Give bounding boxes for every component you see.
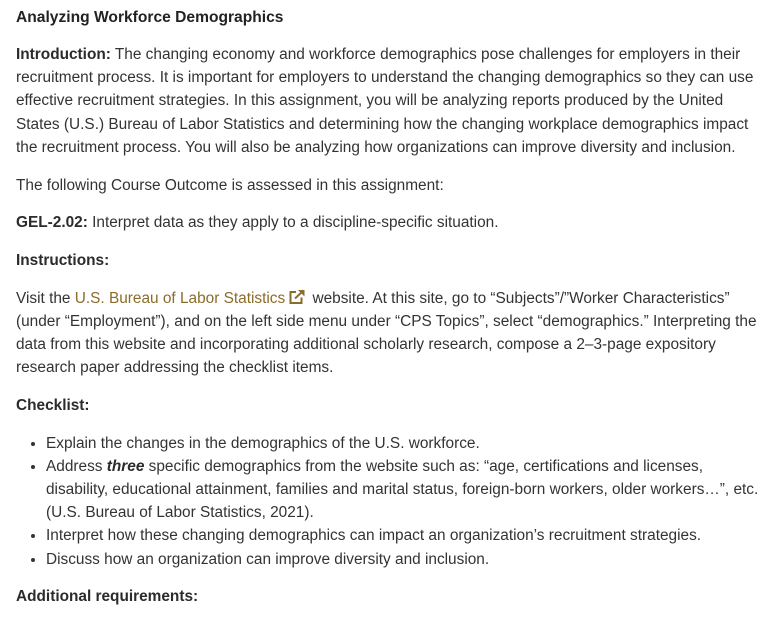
- checklist-item-suffix: specific demographics from the website such as: “age, certifications and licenses, disability, educational attainment, families and marital status, foreign-born workers, older workers…”, etc. (U.S. Bureau of Labor Statistics, 2021).: [46, 457, 759, 522]
- checklist-item: • Interpret how these changing demographics can impact an organization’s recruitment strategies.: [46, 524, 769, 547]
- instructions-suffix: website. At this site, go to “Subjects”/”Worker Characteristics” (under “Employment”), and on the left side menu under “CPS Topics”, select “demographics.” Interpreting the data from this website and incorporating additional scholarly research, compose a 2–3-page expository research paper addressing the checklist items.: [16, 289, 757, 377]
- instructions-paragraph: [16, 287, 769, 380]
- course-outcome-intro: The following Course Outcome is assessed in this assignment:: [16, 176, 444, 194]
- checklist-item: [46, 455, 769, 525]
- introduction-label: Introduction:: [16, 46, 111, 63]
- checklist-item: • Explain the changes in the demographics of the U.S. workforce.: [46, 432, 769, 455]
- course-outcome: [16, 211, 769, 234]
- instructions-prefix: Visit the: [16, 289, 75, 307]
- introduction-text: The changing economy and workforce demographics pose challenges for employers in their recruitment process. It is important for employers to understand the changing demographics so they can use effective recruitment strategies. In this assignment, you will be analyzing reports produced by the United States (U.S.) Bureau of Labor Statistics and determining how the changing workplace demographics impact the recruitment process. You will also be analyzing how organizations can improve diversity and inclusion.: [16, 46, 754, 156]
- checklist-heading: Checklist:: [16, 396, 90, 414]
- course-outcome-text: Interpret data as they apply to a discipline-specific situation.: [87, 214, 499, 232]
- introduction-paragraph: [16, 43, 769, 159]
- checklist: [16, 432, 769, 571]
- course-outcome-code: GEL-2.02:: [16, 214, 88, 232]
- additional-requirements-heading: Additional requirements:: [16, 587, 199, 605]
- checklist-item: • Discuss how an organization can improve diversity and inclusion.: [46, 548, 769, 571]
- instructions-heading: Instructions:: [16, 251, 110, 269]
- external-link-icon[interactable]: [288, 289, 306, 305]
- checklist-item-prefix: Address: [46, 457, 107, 475]
- bls-link[interactable]: U.S. Bureau of Labor Statistics: [74, 289, 286, 307]
- checklist-item-emphasis: three: [106, 457, 145, 475]
- page-title: Analyzing Workforce Demographics: [16, 9, 284, 26]
